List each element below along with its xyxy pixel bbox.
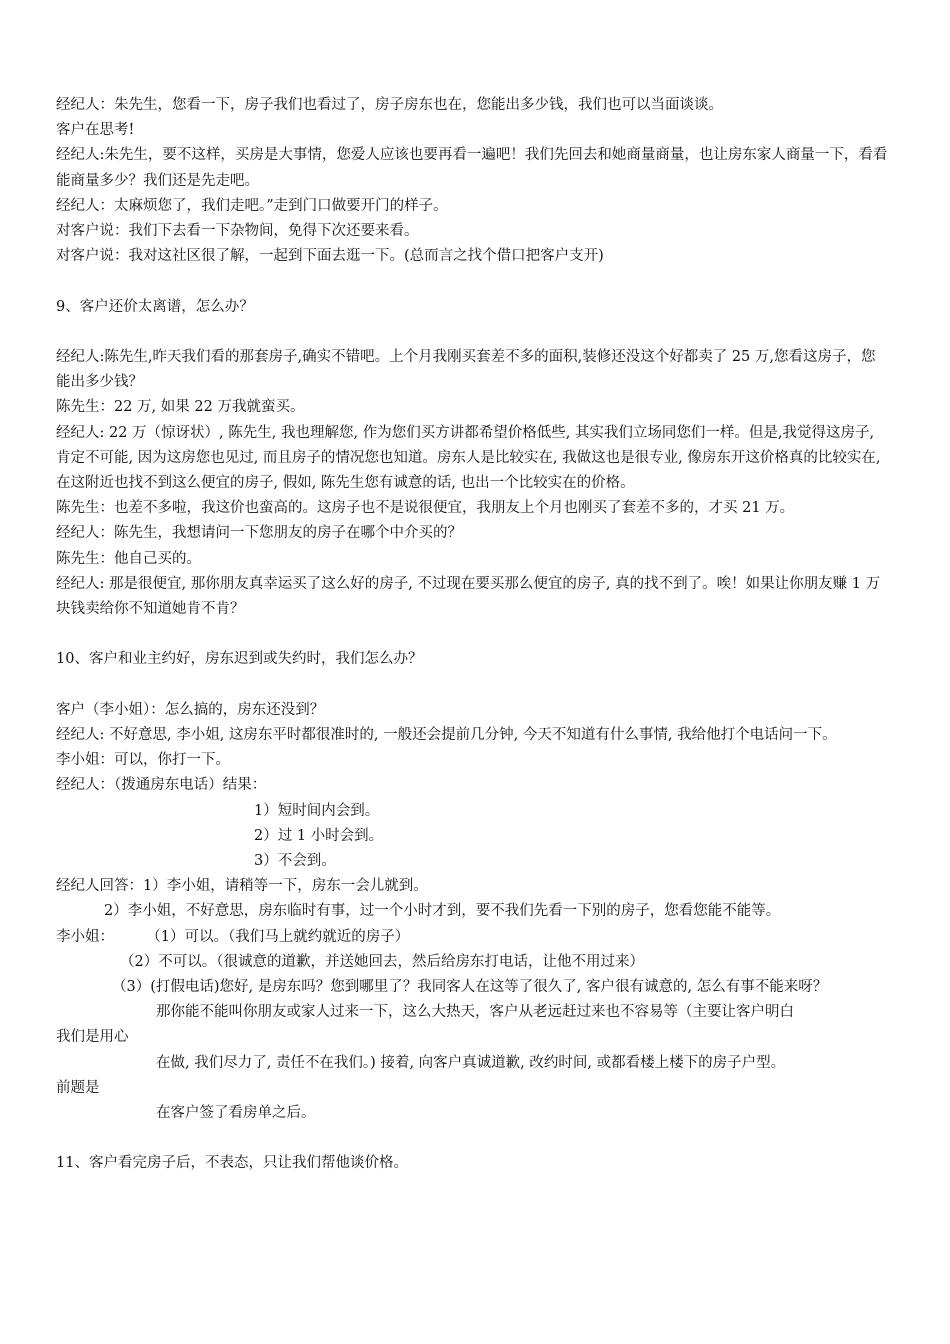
paragraph: 经纪人: 不好意思, 李小姐, 这房东平时都很准时的, 一般还会提前几分钟, 今天不知道有什么事情, 我给他打个电话问一下。 [56, 727, 837, 744]
paragraph: 李小姐：可以，你打一下。 [56, 752, 230, 769]
paragraph: 客户（李小姐）：怎么搞的，房东还没到？ [56, 701, 325, 718]
document-page [56, 93, 888, 1177]
section-heading-q10: 10、客户和业主约好，房东迟到或失约时，我们怎么办？ [56, 651, 423, 668]
paragraph: 经纪人: 那是很便宜, 那你朋友真幸运买了这么好的房子, 不过现在要买那么便宜的房子, 真的找不到了。唉！如果让你朋友赚 1 万块钱卖给你不知道她肯不肯？ [56, 575, 881, 618]
paragraph: 客户在思考! [56, 122, 135, 139]
paragraph: 经纪人：（拨通房东电话）结果： [56, 777, 267, 794]
paragraph: 2）李小姐，不好意思，房东临时有事，过一个小时才到，要不我们先看一下别的房子，您看您能不能等。 [104, 903, 781, 920]
section-heading-q11: 11、客户看完房子后，不表态，只让我们帮他谈价格。 [56, 1155, 408, 1172]
paragraph: 前题是 [56, 1079, 100, 1096]
paragraph: （3）(打假电话)您好, 是房东吗？您到哪里了？我同客人在这等了很久了, 客户很有诚意的, 怎么有事不能来呀？ [112, 979, 828, 996]
blank-line [56, 673, 888, 698]
paragraph: 在做, 我们尽力了, 责任不在我们。) 接着, 向客户真诚道歉, 改约时间, 或都看楼上楼下的房子户型。 [156, 1054, 786, 1071]
paragraph: （2）不可以。（很诚意的道歉，并送她回去，然后给房东打电话，让他不用过来） [120, 953, 644, 970]
result-item: 3）不会到。 [254, 853, 336, 870]
paragraph: 经纪人：太麻烦您了，我们走吧。”走到门口做要开门的样子。 [56, 197, 448, 214]
paragraph: 在客户签了看房单之后。 [156, 1105, 316, 1122]
paragraph: 陈先生：也差不多啦，我这价也蛮高的。这房子也不是说很便宜，我朋友上个月也刚买了套差不多的，才买 21 万。 [56, 500, 795, 517]
result-item: 1）短时间内会到。 [254, 802, 380, 819]
paragraph: 经纪人: 22 万（惊讶状）, 陈先生, 我也理解您, 作为您们买方讲都希望价格低些, 其实我们立场同您们一样。但是,我觉得这房子, 肯定不可能, 因为这房您也见过, 而且房子的情况您也知道。房东人是比较实在, 我做这也是很专业, 像房东开这价格真的比较实在, 在这附近也找不到这么便宜的房子, 假如, 陈先生您有诚意的话, 也出一个比较实在的价格。 [56, 424, 881, 492]
paragraph: 经纪人:陈先生,昨天我们看的那套房子,确实不错吧。上个月我刚买套差不多的面积,装修还没这个好都卖了 25 万,您看这房子，您能出多少钱？ [56, 349, 876, 391]
paragraph: 那你能不能叫你朋友或家人过来一下，这么大热天，客户从老远赶过来也不容易等（主要让客户明白 [156, 1004, 794, 1021]
result-item: 2）过 1 小时会到。 [254, 827, 384, 844]
paragraph: 经纪人：朱先生，您看一下，房子我们也看过了，房子房东也在，您能出多少钱，我们也可以当面谈谈。 [56, 97, 723, 113]
paragraph: 经纪人回答：1）李小姐，请稍等一下，房东一会儿就到。 [56, 878, 428, 895]
blank-line [56, 320, 888, 345]
blank-line [56, 622, 888, 647]
blank-line [56, 269, 888, 294]
paragraph: 陈先生：他自己买的。 [56, 550, 201, 567]
paragraph: 对客户说：我们下去看一下杂物间，免得下次还要来看。 [56, 223, 419, 240]
paragraph: 我们是用心 [56, 1029, 129, 1046]
section-heading-q9: 9、客户还价太离谱，怎么办？ [56, 298, 254, 315]
paragraph: 经纪人：陈先生，我想请问一下您朋友的房子在哪个中介买的？ [56, 525, 462, 542]
blank-line [56, 1126, 888, 1151]
paragraph: 陈先生：22 万, 如果 22 万我就蛮买。 [56, 399, 305, 416]
paragraph: 对客户说：我对这社区很了解，一起到下面去逛一下。(总而言之找个借口把客户支开) [56, 248, 604, 265]
paragraph: 李小姐： （1）可以。（我们马上就约就近的房子） [56, 928, 410, 945]
paragraph: 经纪人:朱先生，要不这样，买房是大事情，您爱人应该也要再看一遍吧！我们先回去和她商量商量，也让房东家人商量一下，看看能商量多少？我们还是先走吧。 [56, 147, 888, 189]
